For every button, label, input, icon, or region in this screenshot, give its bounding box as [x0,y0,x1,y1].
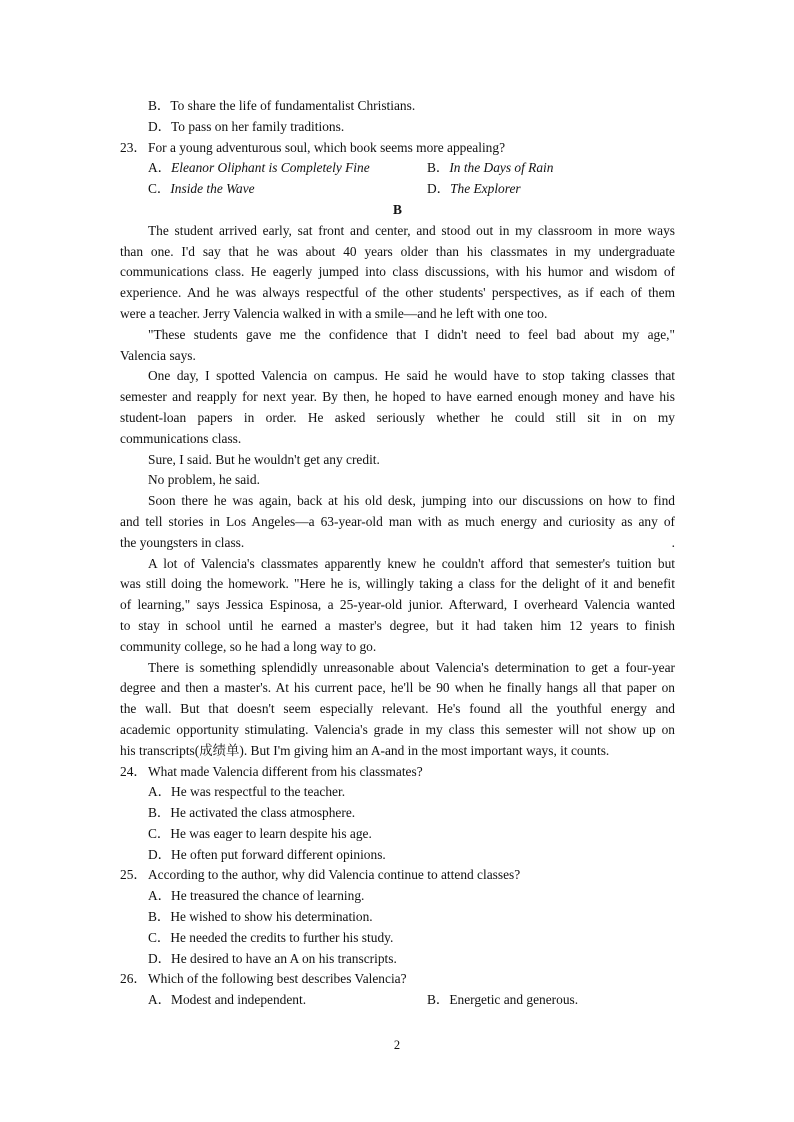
passage-line: degree and then a master's. At his current pace, he'll be 90 when he finally hangs all that paper on [120,680,675,696]
passage-paragraph-6 [120,491,675,553]
q24-option-c: C．He was eager to learn despite his age. [148,825,372,841]
question-stem: According to the author, why did Valencia continue to attend classes? [148,867,521,883]
q23-option-b: B．In the Days of Rain [427,160,554,176]
question-25 [120,865,675,886]
q26-options-row-1 [120,990,675,1011]
q25-option-c: C．He needed the credits to further his study. [148,929,394,945]
q25-option-b: B．He wished to show his determination. [148,909,373,925]
passage-line: communications class. He eagerly jumped into class discussions, with his humor and wisdom of [120,264,675,280]
passage-paragraph-5: No problem, he said. [148,472,260,488]
passage-line: A lot of Valencia's classmates apparently knew he couldn't afford that semester's tuition but [148,555,675,571]
q22-option-d: D．To pass on her family traditions. [148,118,345,134]
passage-line: to stay in school until he earned a master's degree, but it had taken him 12 years to finish [120,617,675,633]
passage-line: the youngsters in class. [120,534,245,550]
q24-option-a: A．He was respectful to the teacher. [148,784,346,800]
passage-paragraph-8 [120,658,675,762]
question-number: 24． [120,763,147,779]
question-stem: What made Valencia different from his classmates? [148,763,423,779]
passage-line: The student arrived early, sat front and center, and stood out in my classroom in more ways [148,222,675,238]
passage-line: student-loan papers in order. He asked seriously whether he could still sit in on my [120,409,675,425]
q23-option-c: C．Inside the Wave [148,181,255,197]
q25-option-a: A．He treasured the chance of learning. [148,888,365,904]
q26-option-b: B．Energetic and generous. [427,992,579,1008]
passage-line: "These students gave me the confidence that I didn't need to feel bad about my age," [148,326,675,342]
q26-option-a: A．Modest and independent. [148,992,307,1008]
answer-blank: . [671,534,675,550]
passage-line: Valencia says. [120,347,196,363]
q24-option-b: B．He activated the class atmosphere. [148,805,356,821]
question-number: 25． [120,867,147,883]
question-26 [120,969,675,990]
passage-line: academic opportunity stimulating. Valencia's grade in my class this semester will not show up on [120,721,675,737]
passage-paragraph-2 [120,325,675,367]
passage-line: semester and reapply for next year. By then, he hoped to have earned enough money and have his [120,389,675,405]
passage-line: community college, so he had a long way to go. [120,638,377,654]
question-24 [120,762,675,783]
passage-paragraph-4: Sure, I said. But he wouldn't get any credit. [148,451,380,467]
question-stem: Which of the following best describes Valencia? [148,971,407,987]
passage-line: experience. And he was always respectful of the other students' perspectives, as if each of them [120,285,675,301]
section-heading: B [393,201,402,217]
passage-line: than one. I'd say that he was about 40 years older than his classmates in my undergraduate [120,243,675,259]
passage-paragraph-7 [120,554,675,658]
question-number: 23． [120,139,147,155]
q25-option-d: D．He desired to have an A on his transcripts. [148,950,397,966]
question-number: 26． [120,971,147,987]
passage-line: There is something splendidly unreasonable about Valencia's determination to get a four-year [148,659,675,675]
passage-line: and tell stories in Los Angeles—a 63-year-old man with as much energy and curiosity as any of [120,513,675,529]
question-stem: For a young adventurous soul, which book seems more appealing? [148,139,506,155]
page-content [120,96,675,1011]
q23-options-row-1 [120,158,675,179]
passage-line: Soon there he was again, back at his old desk, jumping into our discussions on how to find [148,493,675,509]
passage-line: communications class. [120,430,242,446]
passage-line: of learning," says Jessica Espinosa, a 25-year-old junior. Afterward, I overheard Valencia wanted [120,597,675,613]
passage-line: One day, I spotted Valencia on campus. He said he would have to stop taking classes that [148,368,675,384]
passage-line: was still doing the homework. "Here he is, willingly taking a class for the delight of it and benefit [120,576,675,592]
q23-option-d: D．The Explorer [427,181,521,197]
question-23 [120,138,675,159]
q23-options-row-2 [120,179,675,200]
passage-paragraph-1 [120,221,675,325]
passage-paragraph-3 [120,366,675,449]
q22-option-b: B．To share the life of fundamentalist Christians. [148,98,416,113]
q24-option-d: D．He often put forward different opinions. [148,846,386,862]
page-number: 2 [393,1038,401,1052]
passage-line: his transcripts(成绩单). But I'm giving him an A-and in the most important ways, it counts. [120,742,610,758]
passage-line: were a teacher. Jerry Valencia walked in with a smile—and he left with one too. [120,305,548,321]
q23-option-a: A．Eleanor Oliphant is Completely Fine [148,160,370,176]
passage-line-with-blank [120,533,675,554]
passage-line: the wall. But that doesn't seem especially relevant. He's found all the youthful energy and [120,701,675,717]
